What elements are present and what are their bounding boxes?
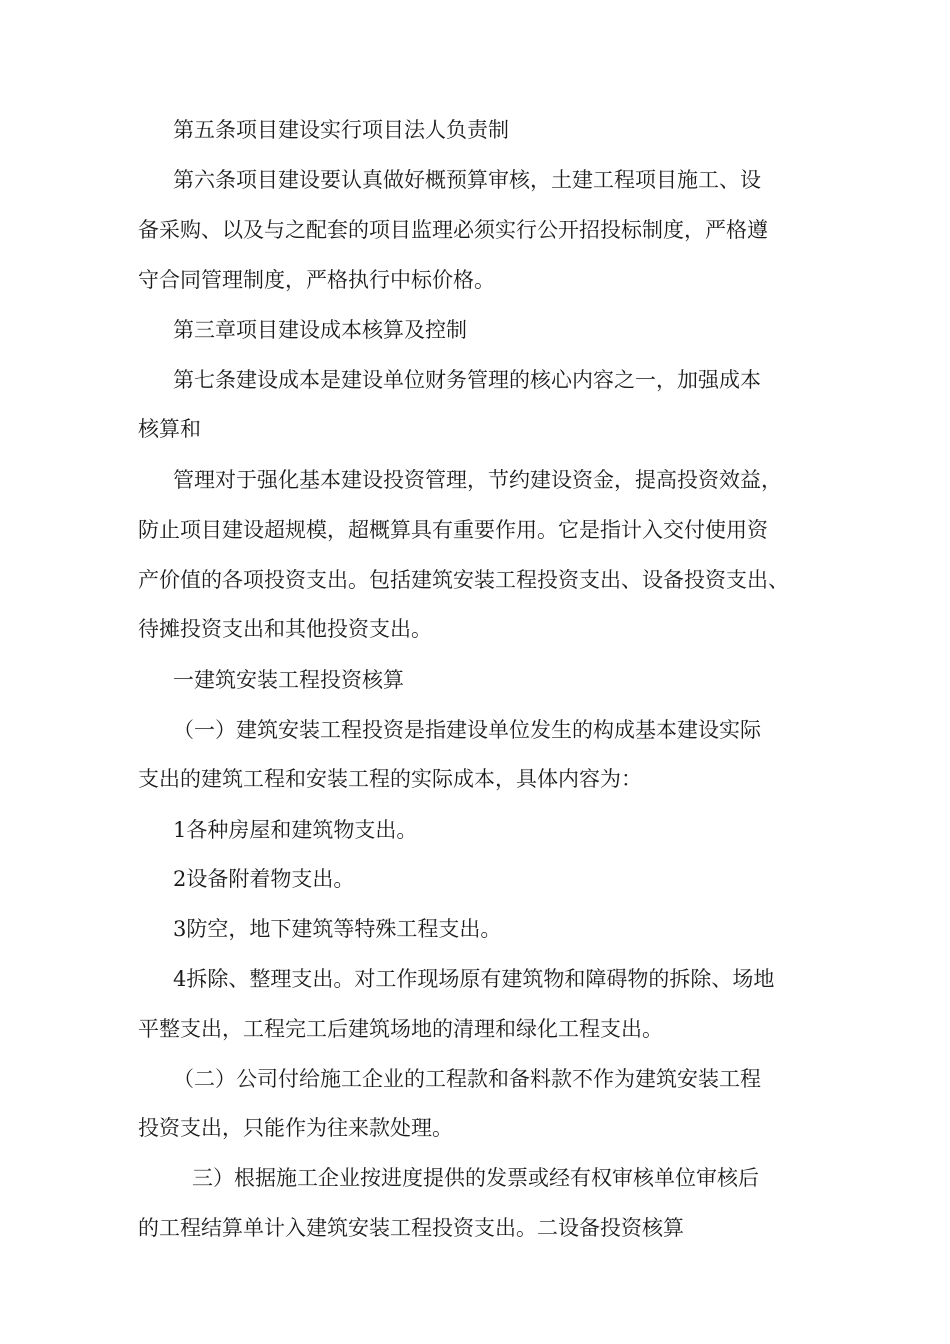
list-item-4-line-2: 平整支出，工程完工后建筑场地的清理和绿化工程支出。 xyxy=(138,1017,663,1041)
paragraph-item-2-line-1: （二）公司付给施工企业的工程款和备料款不作为建筑安装工程 xyxy=(173,1067,761,1091)
paragraph-item-3-line-1: 三）根据施工企业按进度提供的发票或经有权审核单位审核后 xyxy=(192,1166,759,1190)
paragraph-article-5: 第五条项目建设实行项目法人负责制 xyxy=(173,118,509,142)
section-1-heading: 一建筑安装工程投资核算 xyxy=(173,668,404,692)
paragraph-item-1-line-2: 支出的建筑工程和安装工程的实际成本，具体内容为： xyxy=(138,767,642,791)
paragraph-item-2-line-2: 投资支出，只能作为往来款处理。 xyxy=(138,1116,453,1140)
paragraph-management-line-4: 待摊投资支出和其他投资支出。 xyxy=(138,617,432,641)
paragraph-management-line-2: 防止项目建设超规模，超概算具有重要作用。它是指计入交付使用资 xyxy=(138,518,768,542)
paragraph-article-7-line-1: 第七条建设成本是建设单位财务管理的核心内容之一，加强成本 xyxy=(173,368,761,392)
paragraph-article-6-line-2: 备采购、以及与之配套的项目监理必须实行公开招投标制度，严格遵 xyxy=(138,218,768,242)
list-item-2: 2设备附着物支出。 xyxy=(173,867,355,891)
paragraph-article-6-line-3: 守合同管理制度，严格执行中标价格。 xyxy=(138,268,495,292)
list-item-1: 1各种房屋和建筑物支出。 xyxy=(173,818,418,842)
paragraph-item-3-line-2: 的工程结算单计入建筑安装工程投资支出。二设备投资核算 xyxy=(138,1216,684,1240)
paragraph-article-6-line-1: 第六条项目建设要认真做好概预算审核，土建工程项目施工、设 xyxy=(173,168,761,192)
paragraph-article-7-line-2: 核算和 xyxy=(138,417,201,441)
paragraph-item-1-line-1: （一）建筑安装工程投资是指建设单位发生的构成基本建设实际 xyxy=(173,718,761,742)
chapter-3-heading: 第三章项目建设成本核算及控制 xyxy=(173,318,467,342)
list-item-4-line-1: 4拆除、整理支出。对工作现场原有建筑物和障碍物的拆除、场地 xyxy=(173,967,775,991)
paragraph-management-line-1: 管理对于强化基本建设投资管理，节约建设资金，提高投资效益， xyxy=(173,468,782,492)
list-item-3: 3防空，地下建筑等特殊工程支出。 xyxy=(173,917,502,941)
paragraph-management-line-3: 产价值的各项投资支出。包括建筑安装工程投资支出、设备投资支出、 xyxy=(138,568,789,592)
